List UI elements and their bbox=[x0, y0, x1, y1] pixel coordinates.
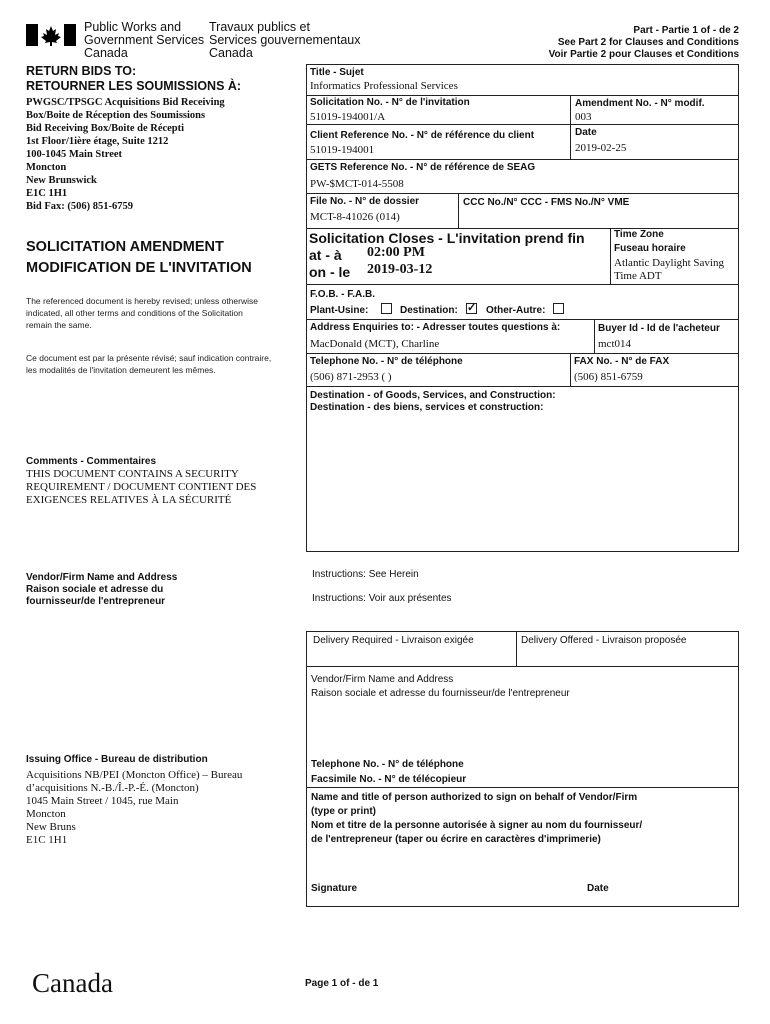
amendment-note-line: Ce document est par la présente révisé; sauf indication contraire, bbox=[26, 353, 272, 363]
auth-label-line: Name and title of person authorized to sign on behalf of Vendor/Firm bbox=[311, 792, 638, 803]
title-value: Informatics Professional Services bbox=[310, 80, 458, 92]
file-no-label: File No. - N° de dossier bbox=[310, 196, 420, 207]
tz-value-line: Time ADT bbox=[614, 270, 662, 282]
buyer-id-label: Buyer Id - Id de l'acheteur bbox=[598, 323, 720, 334]
delivery-offered-label: Delivery Offered - Livraison proposée bbox=[521, 635, 687, 646]
authorized-person-label bbox=[311, 791, 642, 847]
org-en-line: Public Works and bbox=[84, 20, 182, 34]
return-address-line: PWGSC/TPSGC Acquisitions Bid Receiving bbox=[26, 97, 225, 108]
vendor-label-line: Vendor/Firm Name and Address bbox=[26, 572, 178, 583]
canada-wordmark bbox=[32, 968, 113, 998]
destination-checkbox[interactable]: ✓ bbox=[467, 302, 477, 314]
tz-label-en: Time Zone bbox=[614, 229, 664, 240]
amendment-title bbox=[26, 237, 252, 279]
amendment-title-en: SOLICITATION AMENDMENT bbox=[26, 239, 224, 255]
return-address-line: Bid Fax: (506) 851-6759 bbox=[26, 201, 134, 212]
see-part-fr: Voir Partie 2 pour Clauses et Conditions bbox=[548, 49, 739, 60]
part-info bbox=[549, 25, 739, 61]
other-checkbox[interactable] bbox=[553, 303, 564, 314]
part-line: Part - Partie 1 of - de 2 bbox=[633, 25, 739, 36]
amendment-title-fr: MODIFICATION DE L'INVITATION bbox=[26, 260, 252, 276]
return-address-line: 100-1045 Main Street bbox=[26, 149, 123, 160]
file-no-value: MCT-8-41026 (014) bbox=[310, 211, 400, 223]
org-fr-line: Travaux publics et bbox=[209, 20, 310, 34]
amendment-note-line: The referenced document is hereby revised; unless otherwise bbox=[26, 296, 258, 306]
issuing-address-line: Acquisitions NB/PEI (Moncton Office) – Bureau bbox=[26, 769, 243, 781]
comments-text bbox=[26, 468, 256, 507]
plant-label: Plant-Usine: bbox=[310, 305, 369, 316]
return-address-line: Moncton bbox=[26, 162, 67, 173]
issuing-address-line: d’acquisitions N.-B./Î.-P.-É. (Moncton) bbox=[26, 782, 199, 794]
auth-label-line: de l'entrepreneur (taper ou écrire en caractères d'imprimerie) bbox=[311, 834, 601, 845]
return-address-line: Box/Boite de Réception des Soumissions bbox=[26, 110, 206, 121]
vendor-box-label-en: Vendor/Firm Name and Address bbox=[311, 674, 454, 685]
comment-line: EXIGENCES RELATIVES À LA SÉCURITÉ bbox=[26, 494, 232, 506]
tz-value-line: Atlantic Daylight Saving bbox=[614, 257, 724, 269]
return-bids-address bbox=[26, 96, 225, 213]
org-en-line: Government Services bbox=[84, 33, 205, 47]
vendor-box-label-fr: Raison sociale et adresse du fournisseur/de l'entrepreneur bbox=[311, 688, 570, 699]
fob-label: F.O.B. - F.A.B. bbox=[310, 289, 375, 300]
issuing-office-label: Issuing Office - Bureau de distribution bbox=[26, 754, 208, 765]
on-label: on - le bbox=[309, 264, 351, 280]
return-address-line: Bid Receiving Box/Boite de Récepti bbox=[26, 123, 185, 134]
destination-goods-label bbox=[310, 390, 556, 414]
org-en-line: Canada bbox=[84, 46, 128, 60]
at-label: at - à bbox=[309, 247, 342, 263]
destination-label: Destination: bbox=[400, 305, 458, 316]
return-bids-fr: RETOURNER LES SOUMISSIONS À: bbox=[26, 79, 242, 93]
department-name-fr bbox=[209, 21, 360, 60]
other-label: Other-Autre: bbox=[486, 305, 546, 316]
closing-time: 02:00 PM bbox=[367, 245, 425, 260]
closes-label: Solicitation Closes - L'invitation prend fin bbox=[309, 230, 585, 246]
see-part-en: See Part 2 for Clauses and Conditions bbox=[557, 37, 739, 48]
return-bids-en: RETURN BIDS TO: bbox=[26, 64, 137, 78]
gets-ref-label: GETS Reference No. - N° de référence de SEAG bbox=[310, 162, 536, 173]
authorized-person-input[interactable] bbox=[310, 850, 735, 878]
return-address-line: New Brunswick bbox=[26, 175, 97, 186]
issuing-address-line: New Bruns bbox=[26, 821, 76, 833]
client-ref-value: 51019-194001 bbox=[310, 144, 375, 156]
address-enquiries-value: MacDonald (MCT), Charline bbox=[310, 338, 440, 350]
plant-checkbox[interactable] bbox=[381, 303, 392, 314]
vendor-label-line: fournisseur/de l'entrepreneur bbox=[26, 596, 166, 607]
comment-line: THIS DOCUMENT CONTAINS A SECURITY bbox=[26, 468, 239, 480]
telephone-label: Telephone No. - N° de téléphone bbox=[310, 356, 463, 367]
telephone-value: (506) 871-2953 ( ) bbox=[310, 371, 392, 383]
fax-value: (506) 851-6759 bbox=[574, 371, 643, 383]
amendment-note-line: indicated, all other terms and conditions of the Solicitation bbox=[26, 308, 243, 318]
auth-label-line: Nom et titre de la personne autorisée à signer au nom du fournisseur/ bbox=[311, 820, 643, 831]
issuing-address-line: 1045 Main Street / 1045, rue Main bbox=[26, 795, 179, 807]
amendment-no-label: Amendment No. - N° modif. bbox=[575, 98, 705, 109]
ccc-no-label: CCC No./N° CCC - FMS No./N° VME bbox=[463, 197, 630, 208]
buyer-id-value: mct014 bbox=[598, 338, 631, 350]
org-fr-line: Services gouvernementaux bbox=[209, 33, 361, 47]
canada-flag-icon bbox=[26, 24, 76, 46]
issuing-office-address bbox=[26, 769, 242, 847]
signature-date-label: Date bbox=[587, 883, 609, 894]
comments-label: Comments - Commentaires bbox=[26, 456, 157, 467]
signature-label: Signature bbox=[311, 883, 358, 894]
amendment-note-line: les modalités de l'invitation demeurent les mêmes. bbox=[26, 365, 216, 375]
page-number: Page 1 of - de 1 bbox=[305, 978, 379, 989]
amendment-note-fr bbox=[26, 352, 271, 376]
canada-wordmark-text: Canada bbox=[32, 968, 113, 998]
comment-line: REQUIREMENT / DOCUMENT CONTIENT DES bbox=[26, 481, 257, 493]
delivery-required-label: Delivery Required - Livraison exigée bbox=[313, 635, 474, 646]
gets-ref-value: PW-$MCT-014-5508 bbox=[310, 178, 404, 190]
solicitation-no-value: 51019-194001/A bbox=[310, 111, 386, 123]
closing-date: 2019-03-12 bbox=[367, 262, 433, 277]
amendment-note-line: remain the same. bbox=[26, 320, 92, 330]
issuing-address-line: E1C 1H1 bbox=[26, 834, 68, 846]
return-address-line: E1C 1H1 bbox=[26, 188, 68, 199]
instructions-en: Instructions: See Herein bbox=[312, 569, 419, 580]
dest-goods-en: Destination - of Goods, Services, and Construction: bbox=[310, 390, 556, 401]
instructions-fr: Instructions: Voir aux présentes bbox=[312, 593, 452, 604]
return-bids-heading bbox=[26, 64, 241, 94]
org-fr-line: Canada bbox=[209, 46, 253, 60]
vendor-label-line: Raison sociale et adresse du bbox=[26, 584, 164, 595]
tz-label-fr: Fuseau horaire bbox=[614, 243, 686, 254]
vendor-firm-label bbox=[26, 572, 177, 608]
solicitation-no-label: Solicitation No. - N° de l'invitation bbox=[310, 97, 470, 108]
issuing-address-line: Moncton bbox=[26, 808, 66, 820]
dest-goods-fr: Destination - des biens, services et construction: bbox=[310, 402, 544, 413]
return-address-line: 1st Floor/1ière étage, Suite 1212 bbox=[26, 136, 169, 147]
vendor-name-input[interactable] bbox=[310, 700, 735, 754]
date-label: Date bbox=[575, 127, 597, 138]
vendor-phone-label: Telephone No. - N° de téléphone bbox=[311, 759, 464, 770]
time-zone-label bbox=[614, 229, 686, 255]
title-label: Title - Sujet bbox=[310, 67, 364, 78]
client-ref-label: Client Reference No. - N° de référence du client bbox=[310, 130, 535, 141]
vendor-name-address-label bbox=[311, 674, 570, 700]
amendment-no-value: 003 bbox=[575, 111, 592, 123]
time-zone-value bbox=[614, 257, 724, 283]
address-enquiries-label: Address Enquiries to: - Adresser toutes questions à: bbox=[310, 322, 561, 333]
amendment-note-en bbox=[26, 295, 258, 331]
vendor-fax-label: Facsimile No. - N° de télécopieur bbox=[311, 774, 467, 785]
fax-label: FAX No. - N° de FAX bbox=[574, 356, 670, 367]
department-name-en bbox=[84, 21, 204, 60]
date-value: 2019-02-25 bbox=[575, 142, 627, 154]
auth-label-line: (type or print) bbox=[311, 806, 376, 817]
